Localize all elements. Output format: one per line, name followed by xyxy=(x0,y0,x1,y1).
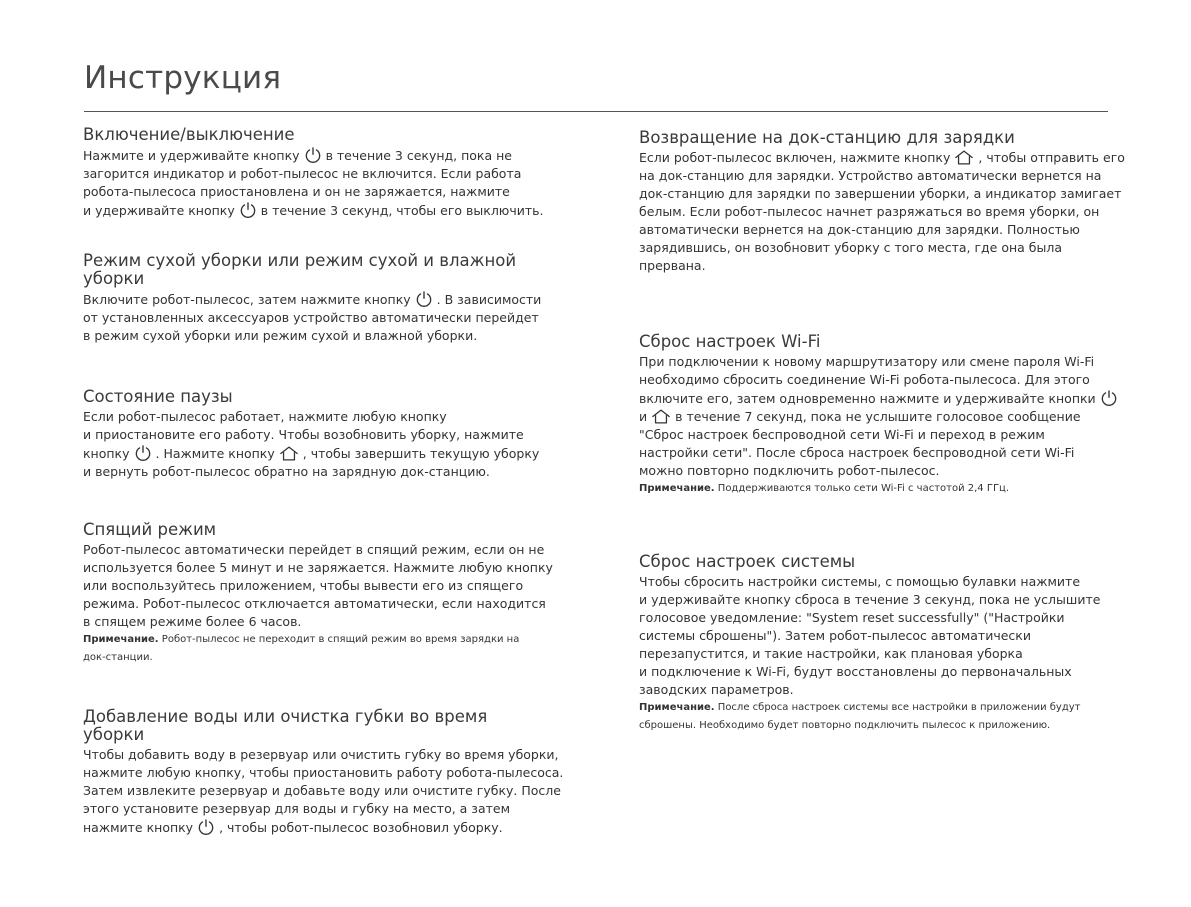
power-icon xyxy=(134,444,152,462)
paragraph-line: включите его, затем одновременно нажмите и удерживайте кнопки xyxy=(639,389,1111,408)
section-power-onoff xyxy=(83,126,553,220)
section-dry-mode xyxy=(83,252,553,345)
paragraph-line: Чтобы добавить воду в резервуар или очистить губку во время уборки, xyxy=(83,747,559,762)
paragraph-line: используется более 5 минут и не заряжается. Нажмите любую кнопку xyxy=(83,560,553,575)
section-wifi-reset xyxy=(639,333,1111,498)
section-system-reset xyxy=(639,553,1111,734)
section-water xyxy=(83,707,564,837)
paragraph-line: автоматически вернется на док-станцию для зарядки. Полностью xyxy=(639,222,1080,237)
paragraph-line: "Сброс настроек беспроводной сети Wi-Fi и переход в режим xyxy=(639,427,1045,442)
paragraph-line: необходимо сбросить соединение Wi-Fi робота-пылесоса. Для этого xyxy=(639,372,1090,387)
paragraph-line: прервана. xyxy=(639,258,706,273)
paragraph-line: док-станцию для зарядки по завершении уборки, а индикатор замигает xyxy=(639,186,1122,201)
paragraph-line: белым. Если робот-пылесос начнет разряжаться во время уборки, он xyxy=(639,204,1100,219)
paragraph-line: этого установите резервуар для воды и губку на место, а затем xyxy=(83,801,511,816)
note-line: Примечание. После сброса настроек системы все настройки в приложении будут xyxy=(639,702,1081,713)
paragraph-line: перезапустится, и такие настройки, как плановая уборка xyxy=(639,646,1023,661)
paragraph-line: робота-пылесоса приостановлена и он не заряжается, нажмите xyxy=(83,184,510,199)
section-heading: Сброс настроек Wi-Fi xyxy=(639,332,821,351)
paragraph-line: Чтобы сбросить настройки системы, с помощью булавки нажмите xyxy=(639,574,1081,589)
home-icon xyxy=(954,149,974,166)
section-pause xyxy=(83,388,553,481)
paragraph-line: загорится индикатор и робот-пылесос не включится. Если работа xyxy=(83,166,522,181)
page-title: Инструкция xyxy=(84,60,282,96)
paragraph-line: и подключение к Wi-Fi, будут восстановлены до первоначальных xyxy=(639,664,1072,679)
note-label: Примечание. xyxy=(83,634,159,645)
section-heading: Возвращение на док-станцию для зарядки xyxy=(639,128,1015,147)
title-divider xyxy=(84,111,1108,112)
note-line: сброшены. Необходимо будет повторно подключить пылесос к приложению. xyxy=(639,719,1051,731)
paragraph-line: кнопку . Нажмите кнопку , чтобы завершить текущую уборку xyxy=(83,446,540,461)
paragraph-line: настройки сети". После сброса настроек беспроводной сети Wi-Fi xyxy=(639,445,1075,460)
paragraph-line: и удерживайте кнопку в течение 3 секунд, чтобы его выключить. xyxy=(83,203,544,218)
section-heading: Спящий режим xyxy=(83,520,217,539)
paragraph-line: Включите робот-пылесос, затем нажмите кнопку . В зависимости xyxy=(83,292,542,307)
paragraph-line: и удерживайте кнопку сброса в течение 3 секунд, пока не услышите xyxy=(639,592,1101,607)
power-icon xyxy=(239,201,257,219)
paragraph-line: и вернуть робот-пылесос обратно на зарядную док-станцию. xyxy=(83,464,490,479)
section-heading: уборки xyxy=(83,269,145,288)
paragraph-line: Робот-пылесос автоматически перейдет в спящий режим, если он не xyxy=(83,542,545,557)
paragraph-line: и в течение 7 секунд, пока не услышите голосовое сообщение xyxy=(639,409,1081,424)
paragraph-line: Нажмите и удерживайте кнопку в течение 3 секунд, пока не xyxy=(83,148,512,163)
note-label: Примечание. xyxy=(639,483,715,494)
power-icon xyxy=(415,290,433,308)
paragraph-line: можно повторно подключить робот-пылесос. xyxy=(639,463,940,478)
paragraph-line: Затем извлеките резервуар и добавьте воду или очистите губку. После xyxy=(83,783,561,798)
power-icon xyxy=(304,146,322,164)
paragraph-line: зарядившись, он возобновит уборку с того места, где она была xyxy=(639,240,1063,255)
note-line: док-станции. xyxy=(83,651,153,663)
paragraph-line: или воспользуйтесь приложением, чтобы вывести его из спящего xyxy=(83,578,524,593)
section-dock xyxy=(639,128,1125,275)
note-label: Примечание. xyxy=(639,702,715,713)
section-heading: Включение/выключение xyxy=(83,125,295,144)
note-line: Примечание. Робот-пылесос не переходит в спящий режим во время зарядки на xyxy=(83,634,520,645)
paragraph-line: системы сброшены"). Затем робот-пылесос автоматически xyxy=(639,628,1031,643)
power-icon xyxy=(197,818,215,836)
section-heading: Добавление воды или очистка губки во время уборки xyxy=(83,707,488,744)
paragraph-line: голосовое уведомление: "System reset successfully" ("Настройки xyxy=(639,610,1065,625)
section-heading: Состояние паузы xyxy=(83,387,233,406)
section-heading: Сброс настроек системы xyxy=(639,552,856,571)
paragraph-line: от установленных аксессуаров устройство автоматически перейдет xyxy=(83,310,539,325)
paragraph-line: в режим сухой уборки или режим сухой и влажной уборки. xyxy=(83,328,478,343)
home-icon xyxy=(279,445,299,462)
power-icon xyxy=(1100,389,1118,407)
home-icon xyxy=(651,408,671,425)
paragraph-line: и приостановите его работу. Чтобы возобновить уборку, нажмите xyxy=(83,427,524,442)
paragraph-line: Если робот-пылесос работает, нажмите любую кнопку xyxy=(83,409,447,424)
paragraph-line: режима. Робот-пылесос отключается автоматически, если находится xyxy=(83,596,546,611)
paragraph-line: нажмите любую кнопку, чтобы приостановить работу робота-пылесоса. xyxy=(83,765,564,780)
paragraph-line: на док-станцию для зарядки. Устройство автоматически вернется на xyxy=(639,168,1102,183)
paragraph-line: Если робот-пылесос включен, нажмите кнопку , чтобы отправить его xyxy=(639,150,1125,165)
paragraph-line: в спящем режиме более 6 часов. xyxy=(83,614,302,629)
paragraph-line: нажмите кнопку , чтобы робот-пылесос возобновил уборку. xyxy=(83,820,503,835)
section-heading: Режим сухой уборки или режим сухой и влажной xyxy=(83,251,517,270)
note-line: Примечание. Поддерживаются только сети Wi-Fi с частотой 2,4 ГГц. xyxy=(639,483,1010,494)
paragraph-line: При подключении к новому маршрутизатору или смене пароля Wi-Fi xyxy=(639,354,1095,369)
section-sleep xyxy=(83,521,553,666)
paragraph-line: заводских параметров. xyxy=(639,682,794,697)
